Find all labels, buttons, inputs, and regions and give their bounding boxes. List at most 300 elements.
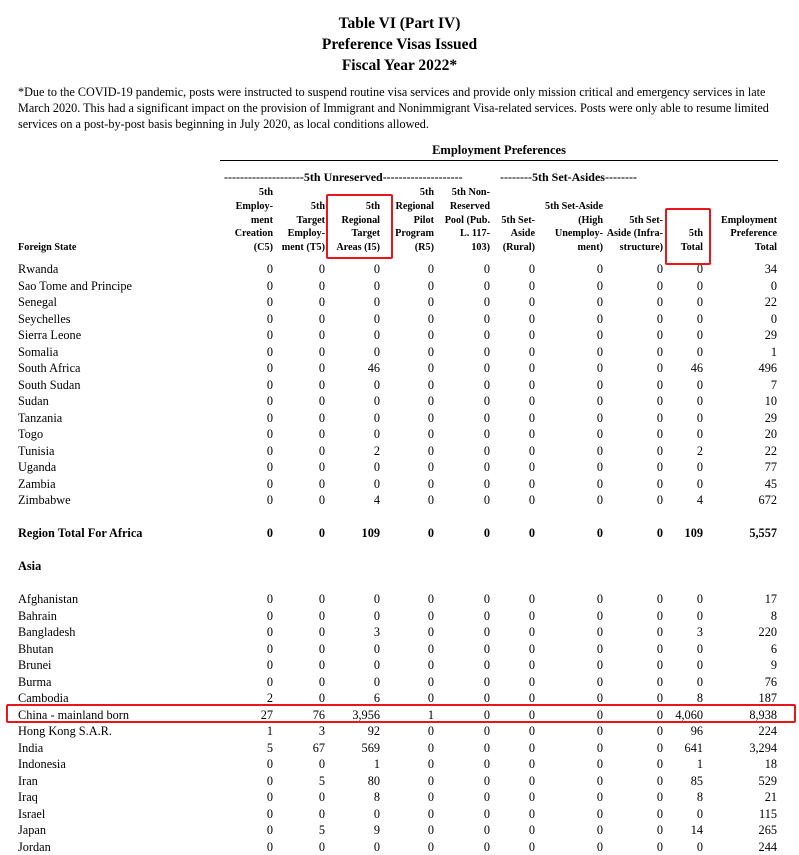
value-cell-nonreserved: 0 [483,740,490,755]
value-cell-i5: 0 [373,328,380,342]
value-cell-t5: 0 [318,361,325,375]
value-cell-total5: 0 [696,806,703,821]
foreign-state-cell: Sudan [18,394,49,408]
foreign-state-cell: Indonesia [18,757,66,771]
value-cell-total5: 0 [696,592,703,606]
value-cell-r5: 0 [427,443,434,458]
value-cell-t5: 0 [318,839,325,854]
value-cell-t5: 0 [318,625,325,639]
table-row-tanzania [0,410,799,426]
value-cell-rural: 0 [528,361,535,375]
value-cell-total5: 0 [696,476,703,491]
value-cell-c5: 0 [266,427,273,441]
foreign-state-cell: Japan [18,823,46,837]
value-cell-rural: 0 [528,674,535,689]
value-cell-infra: 0 [656,377,663,392]
value-cell-high-unemp: 0 [596,295,603,309]
value-cell-nonreserved: 0 [483,493,490,507]
value-cell-total5: 8 [696,691,703,705]
value-cell-total5: 0 [696,377,703,392]
value-cell-infra: 0 [656,625,663,639]
table-row-afghanistan [0,591,799,607]
value-cell-high-unemp: 0 [596,262,603,276]
value-cell-high-unemp: 0 [596,823,603,837]
value-cell-rural: 0 [528,740,535,755]
column-header-high-unemp [533,200,603,255]
value-cell-infra: 0 [656,641,663,656]
value-cell-r5: 0 [427,625,434,639]
value-cell-infra: 0 [656,460,663,474]
table-row-iran [0,773,799,789]
column-header-line: 5th Set- [629,214,663,226]
table-row-sierra-leone [0,327,799,343]
value-cell-total5: 0 [696,427,703,441]
table-row-south-sudan [0,377,799,393]
foreign-state-cell: Bahrain [18,608,57,623]
column-header-line: Employment [720,214,777,226]
value-cell-high-unemp: 0 [596,476,603,491]
foreign-state-cell: Region Total For Africa [18,526,143,540]
value-cell-total5: 109 [684,526,703,540]
value-cell-emp-total: 10 [764,394,777,408]
table-row-bangladesh [0,624,799,640]
value-cell-nonreserved: 0 [483,707,490,722]
value-cell-i5: 8 [373,790,380,804]
value-cell-emp-total: 20 [764,427,777,441]
value-cell-t5: 0 [318,344,325,359]
value-cell-nonreserved: 0 [483,641,490,656]
value-cell-high-unemp: 0 [596,410,603,425]
foreign-state-cell: Cambodia [18,691,69,705]
table-row-tunisia [0,443,799,459]
value-cell-nonreserved: 0 [483,377,490,392]
column-header-line: Regional [341,214,380,226]
value-cell-r5: 0 [427,839,434,854]
table-row-togo [0,426,799,442]
column-header-line: ment (T5) [281,242,325,254]
value-cell-infra: 0 [656,757,663,771]
value-cell-r5: 0 [427,674,434,689]
table-row-burma [0,674,799,690]
value-cell-total5: 0 [696,328,703,342]
table-row-indonesia [0,756,799,772]
value-cell-t5: 0 [318,526,325,540]
value-cell-high-unemp: 0 [596,377,603,392]
value-cell-r5: 0 [427,493,434,507]
foreign-state-cell: Bhutan [18,641,54,656]
value-cell-rural: 0 [528,443,535,458]
table-row-seychelles [0,311,799,327]
value-cell-r5: 0 [427,476,434,491]
table-row-israel [0,806,799,822]
value-cell-t5: 0 [318,311,325,326]
value-cell-emp-total: 8 [770,608,777,623]
value-cell-i5: 0 [373,311,380,326]
column-header-line: 5th [688,228,703,240]
value-cell-high-unemp: 0 [596,278,603,293]
value-cell-rural: 0 [528,757,535,771]
value-cell-c5: 0 [266,493,273,507]
value-cell-infra: 0 [656,592,663,606]
value-cell-infra: 0 [656,526,663,540]
value-cell-r5: 0 [427,344,434,359]
value-cell-c5: 0 [266,839,273,854]
foreign-state-cell: Seychelles [18,311,71,326]
value-cell-i5: 0 [373,460,380,474]
value-cell-infra: 0 [656,674,663,689]
value-cell-nonreserved: 0 [483,295,490,309]
value-cell-r5: 0 [427,757,434,771]
value-cell-i5: 0 [373,262,380,276]
value-cell-emp-total: 18 [764,757,777,771]
value-cell-c5: 0 [266,410,273,425]
value-cell-r5: 0 [427,592,434,606]
table-row-sao-tome-and-principe [0,278,799,294]
value-cell-high-unemp: 0 [596,526,603,540]
value-cell-t5: 0 [318,674,325,689]
value-cell-i5: 0 [373,608,380,623]
table-row-south-africa [0,360,799,376]
value-cell-emp-total: 187 [758,691,777,705]
value-cell-emp-total: 7 [770,377,777,392]
table-row-senegal [0,294,799,310]
value-cell-i5: 0 [373,674,380,689]
value-cell-infra: 0 [656,394,663,408]
value-cell-c5: 0 [266,674,273,689]
covid-footnote: *Due to the COVID-19 pandemic, posts were instructed to suspend routine visa services and provide only mission critical and emergency services in late March 2020. This had a significant impact on the provision of Immigrant and Nonimmigrant Visa-related services. Posts were only able to resume limited services on a post-by-post basis beginning in July 2020, as local conditions allowed. [18,85,769,131]
value-cell-t5: 0 [318,641,325,656]
value-cell-t5: 5 [318,773,325,788]
foreign-state-cell: Iraq [18,790,38,804]
value-cell-i5: 80 [367,773,380,788]
column-header-line: L. 117- [460,228,490,240]
value-cell-nonreserved: 0 [483,724,490,738]
value-cell-nonreserved: 0 [483,361,490,375]
column-header-line: structure) [619,242,663,254]
value-cell-rural: 0 [528,839,535,854]
highlight-box-total-header [665,208,711,265]
value-cell-r5: 0 [427,278,434,293]
value-cell-total5: 1 [696,757,703,771]
value-cell-emp-total: 529 [758,773,777,788]
value-cell-rural: 0 [528,773,535,788]
value-cell-c5: 0 [266,757,273,771]
value-cell-t5: 0 [318,790,325,804]
table-row-bhutan [0,641,799,657]
value-cell-r5: 0 [427,427,434,441]
column-header-line: 5th Non- [451,187,490,198]
column-header-line: 5th [419,187,434,198]
table-row-asia [0,558,799,574]
value-cell-t5: 0 [318,377,325,392]
value-cell-c5: 0 [266,526,273,540]
value-cell-r5: 0 [427,658,434,672]
value-cell-total5: 0 [696,658,703,672]
value-cell-emp-total: 1 [770,344,777,359]
foreign-state-cell: Uganda [18,460,57,474]
foreign-state-cell: India [18,740,44,755]
value-cell-high-unemp: 0 [596,674,603,689]
value-cell-c5: 0 [266,311,273,326]
value-cell-c5: 0 [266,608,273,623]
table-row-uganda [0,459,799,475]
foreign-state-cell: Tanzania [18,410,63,425]
foreign-state-cell: Zimbabwe [18,493,71,507]
column-header-line: ment) [577,242,603,254]
value-cell-t5: 76 [312,707,325,722]
value-cell-i5: 109 [361,526,380,540]
table-row-zambia [0,476,799,492]
value-cell-nonreserved: 0 [483,806,490,821]
value-cell-high-unemp: 0 [596,443,603,458]
value-cell-infra: 0 [656,790,663,804]
value-cell-i5: 0 [373,377,380,392]
value-cell-i5: 4 [373,493,380,507]
value-cell-nonreserved: 0 [483,592,490,606]
value-cell-t5: 0 [318,460,325,474]
value-cell-high-unemp: 0 [596,328,603,342]
table-row-bahrain [0,608,799,624]
value-cell-c5: 0 [266,592,273,606]
value-cell-high-unemp: 0 [596,773,603,788]
value-cell-c5: 0 [266,658,273,672]
table-row-japan [0,822,799,838]
column-header-line: (R5) [414,242,434,254]
value-cell-emp-total: 8,938 [749,707,777,722]
table-title [0,13,799,76]
value-cell-high-unemp: 0 [596,641,603,656]
value-cell-nonreserved: 0 [483,476,490,491]
value-cell-t5: 0 [318,443,325,458]
value-cell-rural: 0 [528,394,535,408]
value-cell-emp-total: 17 [764,592,777,606]
value-cell-nonreserved: 0 [483,344,490,359]
value-cell-total5: 0 [696,410,703,425]
value-cell-infra: 0 [656,658,663,672]
highlight-box-china-row [6,704,796,723]
table-row-india [0,740,799,756]
value-cell-t5: 0 [318,658,325,672]
value-cell-c5: 0 [266,790,273,804]
value-cell-t5: 0 [318,394,325,408]
foreign-state-cell: Tunisia [18,443,55,458]
column-header-line: ment [250,214,273,226]
value-cell-i5: 46 [367,361,380,375]
value-cell-i5: 92 [367,724,380,738]
title-line-3: Fiscal Year 2022* [341,57,458,74]
value-cell-infra: 0 [656,608,663,623]
column-header-line: 5th [310,200,325,212]
foreign-state-cell: South Africa [18,361,81,375]
table-row-jordan [0,839,799,855]
value-cell-i5: 0 [373,344,380,359]
value-cell-r5: 0 [427,724,434,738]
value-cell-high-unemp: 0 [596,658,603,672]
value-cell-r5: 0 [427,608,434,623]
value-cell-t5: 0 [318,476,325,491]
value-cell-r5: 0 [427,773,434,788]
value-cell-t5: 0 [318,592,325,606]
value-cell-total5: 0 [696,394,703,408]
value-cell-emp-total: 22 [764,443,777,458]
column-header-line: 5th [365,200,380,212]
value-cell-i5: 0 [373,806,380,821]
value-cell-infra: 0 [656,823,663,837]
value-cell-r5: 0 [427,295,434,309]
value-cell-total5: 0 [696,344,703,359]
column-header-line: Target [296,214,325,226]
value-cell-infra: 0 [656,806,663,821]
column-header-line: (C5) [253,242,273,254]
value-cell-c5: 0 [266,773,273,788]
column-header-line: Regional [395,200,434,212]
value-cell-high-unemp: 0 [596,839,603,854]
column-header-line: Pilot [413,214,434,226]
value-cell-total5: 85 [690,773,703,788]
value-cell-r5: 0 [427,740,434,755]
value-cell-r5: 0 [427,328,434,342]
foreign-state-cell: South Sudan [18,377,81,392]
value-cell-high-unemp: 0 [596,625,603,639]
value-cell-high-unemp: 0 [596,608,603,623]
value-cell-total5: 0 [696,278,703,293]
value-cell-emp-total: 21 [764,790,777,804]
value-cell-c5: 0 [266,460,273,474]
table-row-zimbabwe [0,492,799,508]
column-header-line: Employ- [287,228,325,240]
value-cell-rural: 0 [528,592,535,606]
value-cell-t5: 5 [318,823,325,837]
value-cell-rural: 0 [528,262,535,276]
value-cell-i5: 6 [373,691,380,705]
foreign-state-cell: Senegal [18,295,57,309]
value-cell-r5: 0 [427,806,434,821]
value-cell-nonreserved: 0 [483,427,490,441]
value-cell-emp-total: 0 [770,311,777,326]
value-cell-high-unemp: 0 [596,493,603,507]
value-cell-nonreserved: 0 [483,691,490,705]
value-cell-total5: 4,060 [675,707,703,722]
value-cell-infra: 0 [656,707,663,722]
value-cell-nonreserved: 0 [483,674,490,689]
value-cell-emp-total: 220 [758,625,777,639]
foreign-state-cell: Israel [18,806,46,821]
value-cell-nonreserved: 0 [483,460,490,474]
value-cell-t5: 0 [318,410,325,425]
value-cell-r5: 0 [427,394,434,408]
value-cell-rural: 0 [528,608,535,623]
column-header-rural [471,214,535,255]
value-cell-t5: 0 [318,493,325,507]
value-cell-rural: 0 [528,790,535,804]
foreign-state-cell: China - mainland born [18,707,129,722]
value-cell-t5: 0 [318,691,325,705]
value-cell-emp-total: 9 [770,658,777,672]
value-cell-i5: 0 [373,476,380,491]
value-cell-infra: 0 [656,691,663,705]
value-cell-r5: 0 [427,262,434,276]
value-cell-infra: 0 [656,773,663,788]
value-cell-infra: 0 [656,328,663,342]
value-cell-r5: 1 [427,707,434,722]
value-cell-i5: 3 [373,625,380,639]
value-cell-i5: 0 [373,295,380,309]
value-cell-rural: 0 [528,493,535,507]
column-header-line: Foreign State [18,242,77,254]
value-cell-nonreserved: 0 [483,839,490,854]
value-cell-t5: 0 [318,608,325,623]
value-cell-rural: 0 [528,658,535,672]
value-cell-high-unemp: 0 [596,460,603,474]
value-cell-rural: 0 [528,344,535,359]
value-cell-i5: 3,956 [352,707,380,722]
column-header-line: Employ- [235,200,273,212]
value-cell-infra: 0 [656,724,663,738]
value-cell-rural: 0 [528,724,535,738]
value-cell-infra: 0 [656,443,663,458]
heading-rule [220,160,778,161]
value-cell-high-unemp: 0 [596,311,603,326]
value-cell-rural: 0 [528,410,535,425]
value-cell-nonreserved: 0 [483,658,490,672]
foreign-state-cell: Somalia [18,344,59,359]
value-cell-high-unemp: 0 [596,790,603,804]
column-header-line: Preference [730,228,777,240]
value-cell-nonreserved: 0 [483,410,490,425]
value-cell-i5: 569 [361,740,380,755]
value-cell-nonreserved: 0 [483,757,490,771]
value-cell-high-unemp: 0 [596,394,603,408]
value-cell-nonreserved: 0 [483,773,490,788]
value-cell-rural: 0 [528,707,535,722]
value-cell-r5: 0 [427,526,434,540]
foreign-state-cell: Sierra Leone [18,328,82,342]
value-cell-emp-total: 76 [764,674,777,689]
value-cell-rural: 0 [528,625,535,639]
value-cell-r5: 0 [427,410,434,425]
value-cell-r5: 0 [427,823,434,837]
foreign-state-cell: Hong Kong S.A.R. [18,724,112,738]
employment-preferences-heading: Employment Preferences [432,143,566,157]
value-cell-c5: 5 [266,740,273,755]
value-cell-infra: 0 [656,295,663,309]
value-cell-c5: 0 [266,295,273,309]
value-cell-c5: 0 [266,476,273,491]
value-cell-rural: 0 [528,460,535,474]
value-cell-rural: 0 [528,823,535,837]
value-cell-total5: 0 [696,608,703,623]
value-cell-rural: 0 [528,328,535,342]
table-row-region-total-for-africa [0,525,799,541]
value-cell-i5: 0 [373,641,380,656]
foreign-state-cell: Togo [18,427,44,441]
value-cell-infra: 0 [656,311,663,326]
value-cell-emp-total: 3,294 [749,740,777,755]
value-cell-c5: 0 [266,262,273,276]
value-cell-total5: 8 [696,790,703,804]
value-cell-c5: 0 [266,823,273,837]
value-cell-rural: 0 [528,377,535,392]
value-cell-i5: 1 [373,757,380,771]
value-cell-total5: 0 [696,262,703,276]
foreign-state-cell: Asia [18,559,42,573]
value-cell-r5: 0 [427,377,434,392]
value-cell-emp-total: 29 [764,328,777,342]
value-cell-high-unemp: 0 [596,691,603,705]
value-cell-rural: 0 [528,295,535,309]
value-cell-emp-total: 265 [758,823,777,837]
value-cell-t5: 0 [318,328,325,342]
